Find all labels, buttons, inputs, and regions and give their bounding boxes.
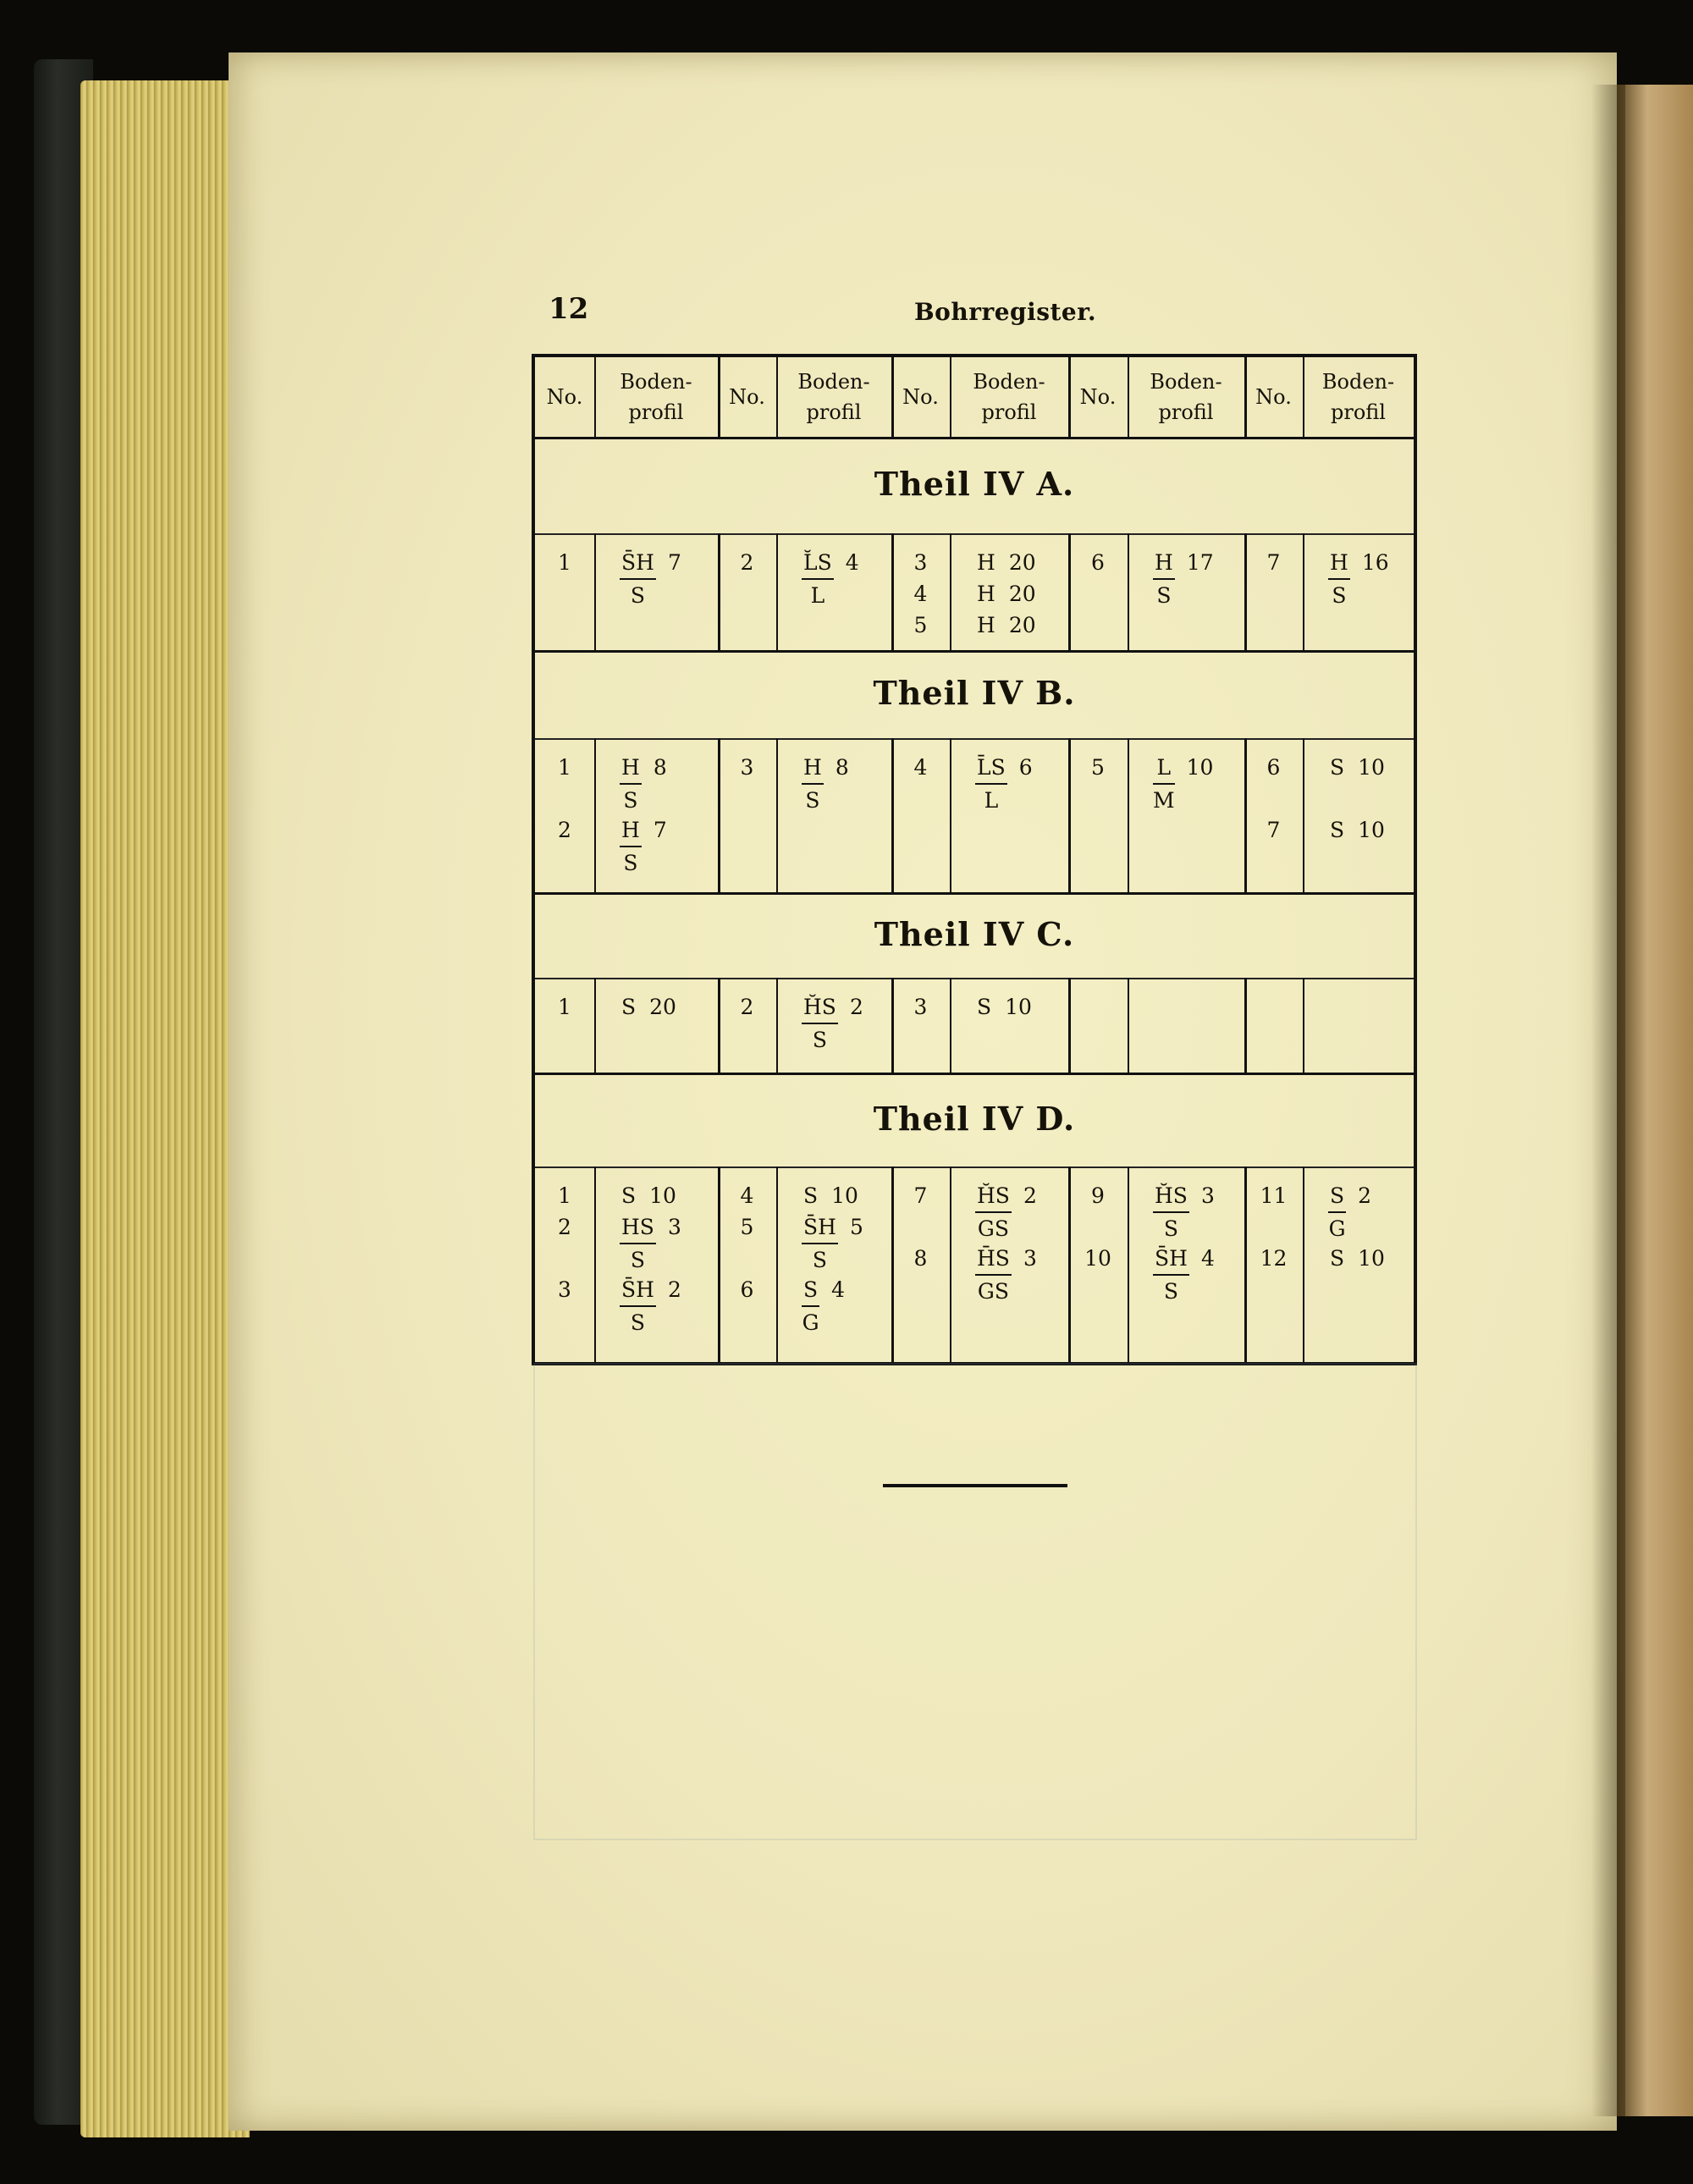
profile-fraction <box>802 991 838 1056</box>
column-divider-major <box>1068 978 1071 1073</box>
column-divider-minor <box>1128 978 1129 1073</box>
profile-fraction <box>975 752 1007 816</box>
section-title: Theil IV B. <box>873 674 1076 712</box>
bodenprofil-entry <box>620 1274 681 1338</box>
profile-lower: M <box>1153 788 1175 813</box>
profile-fraction <box>620 991 637 1023</box>
profile-fraction <box>802 1180 819 1211</box>
profile-upper: H <box>620 752 642 785</box>
profile-depth: 16 <box>1361 550 1389 575</box>
section-separator <box>535 533 1414 535</box>
bodenprofil-entry <box>1153 547 1214 611</box>
profile-lower: S <box>630 1310 646 1335</box>
bohrung-number: 5 <box>740 1215 754 1239</box>
header-no: No. <box>729 385 765 409</box>
profile-lower: S <box>1156 583 1172 608</box>
column-divider-minor <box>1128 533 1129 650</box>
bodenprofil-entry <box>1328 752 1385 783</box>
profile-fraction <box>975 609 997 641</box>
column-divider-minor <box>1128 357 1129 437</box>
profile-lower: S <box>1163 1216 1179 1241</box>
page-number: 12 <box>549 292 589 326</box>
profile-lower: S <box>1163 1279 1179 1304</box>
bohrung-number: 3 <box>740 755 754 780</box>
profile-fraction <box>1328 752 1346 783</box>
profile-lower: G <box>802 1310 819 1335</box>
profile-upper: H <box>977 550 995 575</box>
bohrung-number: 4 <box>913 582 928 606</box>
column-divider-minor <box>594 978 596 1073</box>
bohrung-number: 7 <box>1266 818 1281 842</box>
bodenprofil-entry <box>802 1211 863 1276</box>
profile-depth: 7 <box>653 818 667 842</box>
bohrung-number: 1 <box>558 995 571 1019</box>
bohrung-number: 1 <box>558 1183 571 1208</box>
profile-lower: S <box>812 1028 828 1052</box>
profile-upper: L <box>1153 752 1175 785</box>
profile-depth: 5 <box>849 1215 863 1239</box>
profile-upper: S <box>1330 755 1345 780</box>
profile-lower: S <box>1332 583 1347 608</box>
profile-upper: L̆S <box>802 547 834 580</box>
bohrung-number: 3 <box>913 550 928 575</box>
profile-fraction <box>1153 752 1175 816</box>
column-divider-minor <box>1303 1166 1304 1364</box>
profile-fraction <box>620 1211 656 1276</box>
section-rule <box>535 650 1414 653</box>
bodenprofil-entry <box>1328 1243 1385 1274</box>
bodenprofil-entry <box>975 1243 1037 1307</box>
bohrung-number: 8 <box>913 1246 928 1271</box>
profile-upper: H <box>977 613 995 637</box>
bohrung-number: 2 <box>740 995 754 1019</box>
profile-depth: 20 <box>1008 550 1036 575</box>
bodenprofil-entry <box>620 1211 681 1276</box>
profile-upper: S̄H <box>620 547 656 580</box>
profile-lower: L <box>984 788 999 813</box>
profile-fraction <box>802 752 824 816</box>
bohrung-number: 6 <box>1091 550 1105 575</box>
profile-upper: S <box>802 1274 819 1307</box>
bohrung-number: 12 <box>1260 1246 1288 1271</box>
column-divider-minor <box>776 357 778 437</box>
profile-upper: H <box>1153 547 1175 580</box>
profile-depth: 7 <box>667 550 681 575</box>
bohrung-number: 3 <box>558 1277 571 1302</box>
bohrung-number: 1 <box>558 755 571 780</box>
profile-upper: S <box>621 995 637 1019</box>
profile-lower: S <box>812 1248 828 1272</box>
section-title: Theil IV A. <box>874 465 1075 503</box>
profile-upper: S <box>1328 1180 1346 1213</box>
profile-fraction <box>975 578 997 609</box>
profile-fraction <box>1328 547 1350 611</box>
profile-upper: L̄S <box>975 752 1007 785</box>
profile-fraction <box>1328 814 1346 846</box>
profile-lower: GS <box>977 1216 1010 1241</box>
column-divider-major <box>1244 357 1247 437</box>
bohrung-number: 7 <box>1266 550 1281 575</box>
profile-fraction <box>1328 1180 1346 1244</box>
running-head: Bohrregister. <box>914 298 1097 326</box>
closing-rule <box>883 1484 1067 1487</box>
profile-fraction <box>620 1274 656 1338</box>
page-stack <box>80 80 250 2137</box>
bohrung-number: 2 <box>558 1215 571 1239</box>
column-divider-minor <box>594 357 596 437</box>
profile-upper: HS <box>620 1211 656 1244</box>
bohrregister-table <box>532 354 1417 1365</box>
section-separator <box>535 738 1414 740</box>
section-title: Theil IV D. <box>873 1099 1076 1138</box>
profile-upper: S̄H <box>620 1274 656 1307</box>
profile-depth: 2 <box>1023 1183 1037 1208</box>
column-divider-major <box>1068 357 1071 437</box>
header-bodenprofil: Boden- profil <box>1321 370 1395 424</box>
bohrung-number: 9 <box>1091 1183 1105 1208</box>
column-divider-minor <box>1128 1166 1129 1364</box>
column-divider-minor <box>950 357 951 437</box>
column-divider-major <box>1244 978 1247 1073</box>
profile-depth: 10 <box>831 1183 858 1208</box>
bodenprofil-entry <box>1153 1180 1215 1244</box>
header-no: No. <box>902 385 939 409</box>
profile-depth: 4 <box>1200 1246 1215 1271</box>
bohrung-number: 10 <box>1084 1246 1111 1271</box>
bohrung-number: 5 <box>913 613 928 637</box>
show-through-verso <box>533 1363 1417 1840</box>
profile-upper: S <box>1330 818 1345 842</box>
header-bodenprofil: Boden- profil <box>973 370 1045 424</box>
profile-depth: 2 <box>667 1277 681 1302</box>
profile-fraction <box>802 1211 838 1276</box>
bodenprofil-entry <box>1328 547 1389 611</box>
column-divider-minor <box>1128 738 1129 892</box>
column-divider-minor <box>1303 738 1304 892</box>
bodenprofil-entry <box>975 1180 1037 1244</box>
profile-depth: 10 <box>1005 995 1032 1019</box>
profile-upper: S <box>977 995 992 1019</box>
profile-upper: S <box>803 1183 819 1208</box>
profile-upper: S̄H <box>1153 1243 1189 1276</box>
profile-upper: H <box>1328 547 1350 580</box>
profile-depth: 6 <box>1018 755 1033 780</box>
column-divider-minor <box>594 1166 596 1364</box>
bodenprofil-entry <box>620 1180 676 1211</box>
bohrung-number: 4 <box>740 1183 754 1208</box>
profile-fraction <box>975 991 993 1023</box>
bodenprofil-entry <box>975 752 1033 816</box>
header-bodenprofil: Boden- profil <box>620 370 692 424</box>
profile-fraction <box>620 814 642 879</box>
profile-depth: 4 <box>831 1277 846 1302</box>
profile-lower: S <box>623 851 638 875</box>
profile-fraction <box>975 1243 1012 1307</box>
column-divider-major <box>891 357 894 437</box>
profile-fraction <box>1153 1243 1189 1307</box>
column-divider-minor <box>1303 533 1304 650</box>
profile-fraction <box>975 547 997 578</box>
bodenprofil-entry <box>1328 814 1385 846</box>
profile-depth: 2 <box>1358 1183 1372 1208</box>
profile-upper: H <box>977 582 995 606</box>
bodenprofil-entry <box>802 1274 845 1338</box>
profile-depth: 3 <box>1023 1246 1037 1271</box>
header-no: No. <box>1255 385 1292 409</box>
profile-depth: 3 <box>667 1215 681 1239</box>
profile-depth: 17 <box>1186 550 1214 575</box>
profile-depth: 8 <box>653 755 667 780</box>
profile-depth: 3 <box>1200 1183 1215 1208</box>
column-divider-minor <box>1303 357 1304 437</box>
profile-depth: 4 <box>845 550 859 575</box>
bodenprofil-entry <box>1153 1243 1215 1307</box>
profile-lower: GS <box>977 1279 1010 1304</box>
profile-fraction <box>802 1274 819 1338</box>
facing-page-edge <box>1617 85 1693 2116</box>
section-rule <box>535 892 1414 895</box>
profile-depth: 10 <box>1358 818 1385 842</box>
section-separator <box>535 1166 1414 1168</box>
header-no: No. <box>546 385 583 409</box>
bodenprofil-entry <box>802 752 849 816</box>
bodenprofil-entry <box>975 991 1032 1023</box>
profile-fraction <box>620 547 656 611</box>
bohrung-number: 1 <box>558 550 571 575</box>
profile-fraction <box>620 1180 637 1211</box>
bohrung-number: 7 <box>913 1183 928 1208</box>
profile-upper: S <box>621 1183 637 1208</box>
column-divider-minor <box>1303 978 1304 1073</box>
profile-lower: G <box>1328 1216 1346 1241</box>
bodenprofil-entry <box>975 547 1036 578</box>
column-divider-minor <box>776 1166 778 1364</box>
column-divider-minor <box>950 978 951 1073</box>
bodenprofil-entry <box>620 991 676 1023</box>
bodenprofil-entry <box>802 1180 858 1211</box>
header-bodenprofil: Boden- profil <box>797 370 870 424</box>
profile-lower: S <box>623 788 638 813</box>
bodenprofil-entry <box>1328 1180 1371 1244</box>
header-no: No. <box>1079 385 1117 409</box>
header-bodenprofil: Boden- profil <box>1150 370 1222 424</box>
profile-lower: S <box>805 788 820 813</box>
profile-upper: H̄S <box>975 1243 1012 1276</box>
bodenprofil-entry <box>620 752 667 816</box>
profile-depth: 20 <box>1008 613 1036 637</box>
profile-upper: H <box>802 752 824 785</box>
column-divider-minor <box>950 1166 951 1364</box>
profile-depth: 20 <box>649 995 676 1019</box>
bodenprofil-entry <box>802 547 859 611</box>
section-rule <box>535 1073 1414 1075</box>
bodenprofil-entry <box>620 814 667 879</box>
profile-depth: 10 <box>649 1183 676 1208</box>
profile-upper: H̆S <box>802 991 838 1024</box>
profile-upper: H̆S <box>975 1180 1012 1213</box>
bohrung-number: 4 <box>913 755 928 780</box>
bodenprofil-entry <box>1153 752 1213 816</box>
profile-depth: 2 <box>849 995 863 1019</box>
bohrung-number: 6 <box>1266 755 1281 780</box>
profile-lower: L <box>810 583 825 608</box>
profile-depth: 20 <box>1008 582 1036 606</box>
profile-fraction <box>802 547 834 611</box>
column-divider-major <box>718 357 720 437</box>
profile-lower: S <box>630 583 646 608</box>
column-divider-minor <box>594 738 596 892</box>
bohrung-number: 3 <box>913 995 928 1019</box>
bodenprofil-entry <box>975 578 1036 609</box>
profile-depth: 10 <box>1358 755 1385 780</box>
profile-depth: 8 <box>835 755 849 780</box>
table-header <box>535 357 1414 439</box>
bodenprofil-entry <box>975 609 1036 641</box>
profile-fraction <box>975 1180 1012 1244</box>
bodenprofil-entry <box>620 547 681 611</box>
bohrung-number: 2 <box>740 550 754 575</box>
profile-fraction <box>1153 1180 1189 1244</box>
profile-fraction <box>1328 1243 1346 1274</box>
bohrung-number: 6 <box>740 1277 754 1302</box>
column-divider-minor <box>776 978 778 1073</box>
profile-upper: S <box>1330 1246 1345 1271</box>
column-divider-minor <box>594 533 596 650</box>
profile-upper: S̄H <box>802 1211 838 1244</box>
column-divider-minor <box>950 533 951 650</box>
section-separator <box>535 978 1414 979</box>
bohrung-number: 2 <box>558 818 571 842</box>
column-divider-minor <box>776 533 778 650</box>
section-title: Theil IV C. <box>874 914 1075 953</box>
gutter-shadow <box>1591 85 1625 2116</box>
bohrung-number: 11 <box>1260 1183 1288 1208</box>
profile-fraction <box>1153 547 1175 611</box>
profile-lower: S <box>630 1248 646 1272</box>
profile-upper: H̆S <box>1153 1180 1189 1213</box>
profile-fraction <box>620 752 642 816</box>
column-divider-minor <box>776 738 778 892</box>
profile-depth: 10 <box>1358 1246 1385 1271</box>
profile-depth: 10 <box>1186 755 1214 780</box>
bohrung-number: 5 <box>1091 755 1105 780</box>
bodenprofil-entry <box>802 991 863 1056</box>
profile-upper: H <box>620 814 642 847</box>
column-divider-minor <box>950 738 951 892</box>
